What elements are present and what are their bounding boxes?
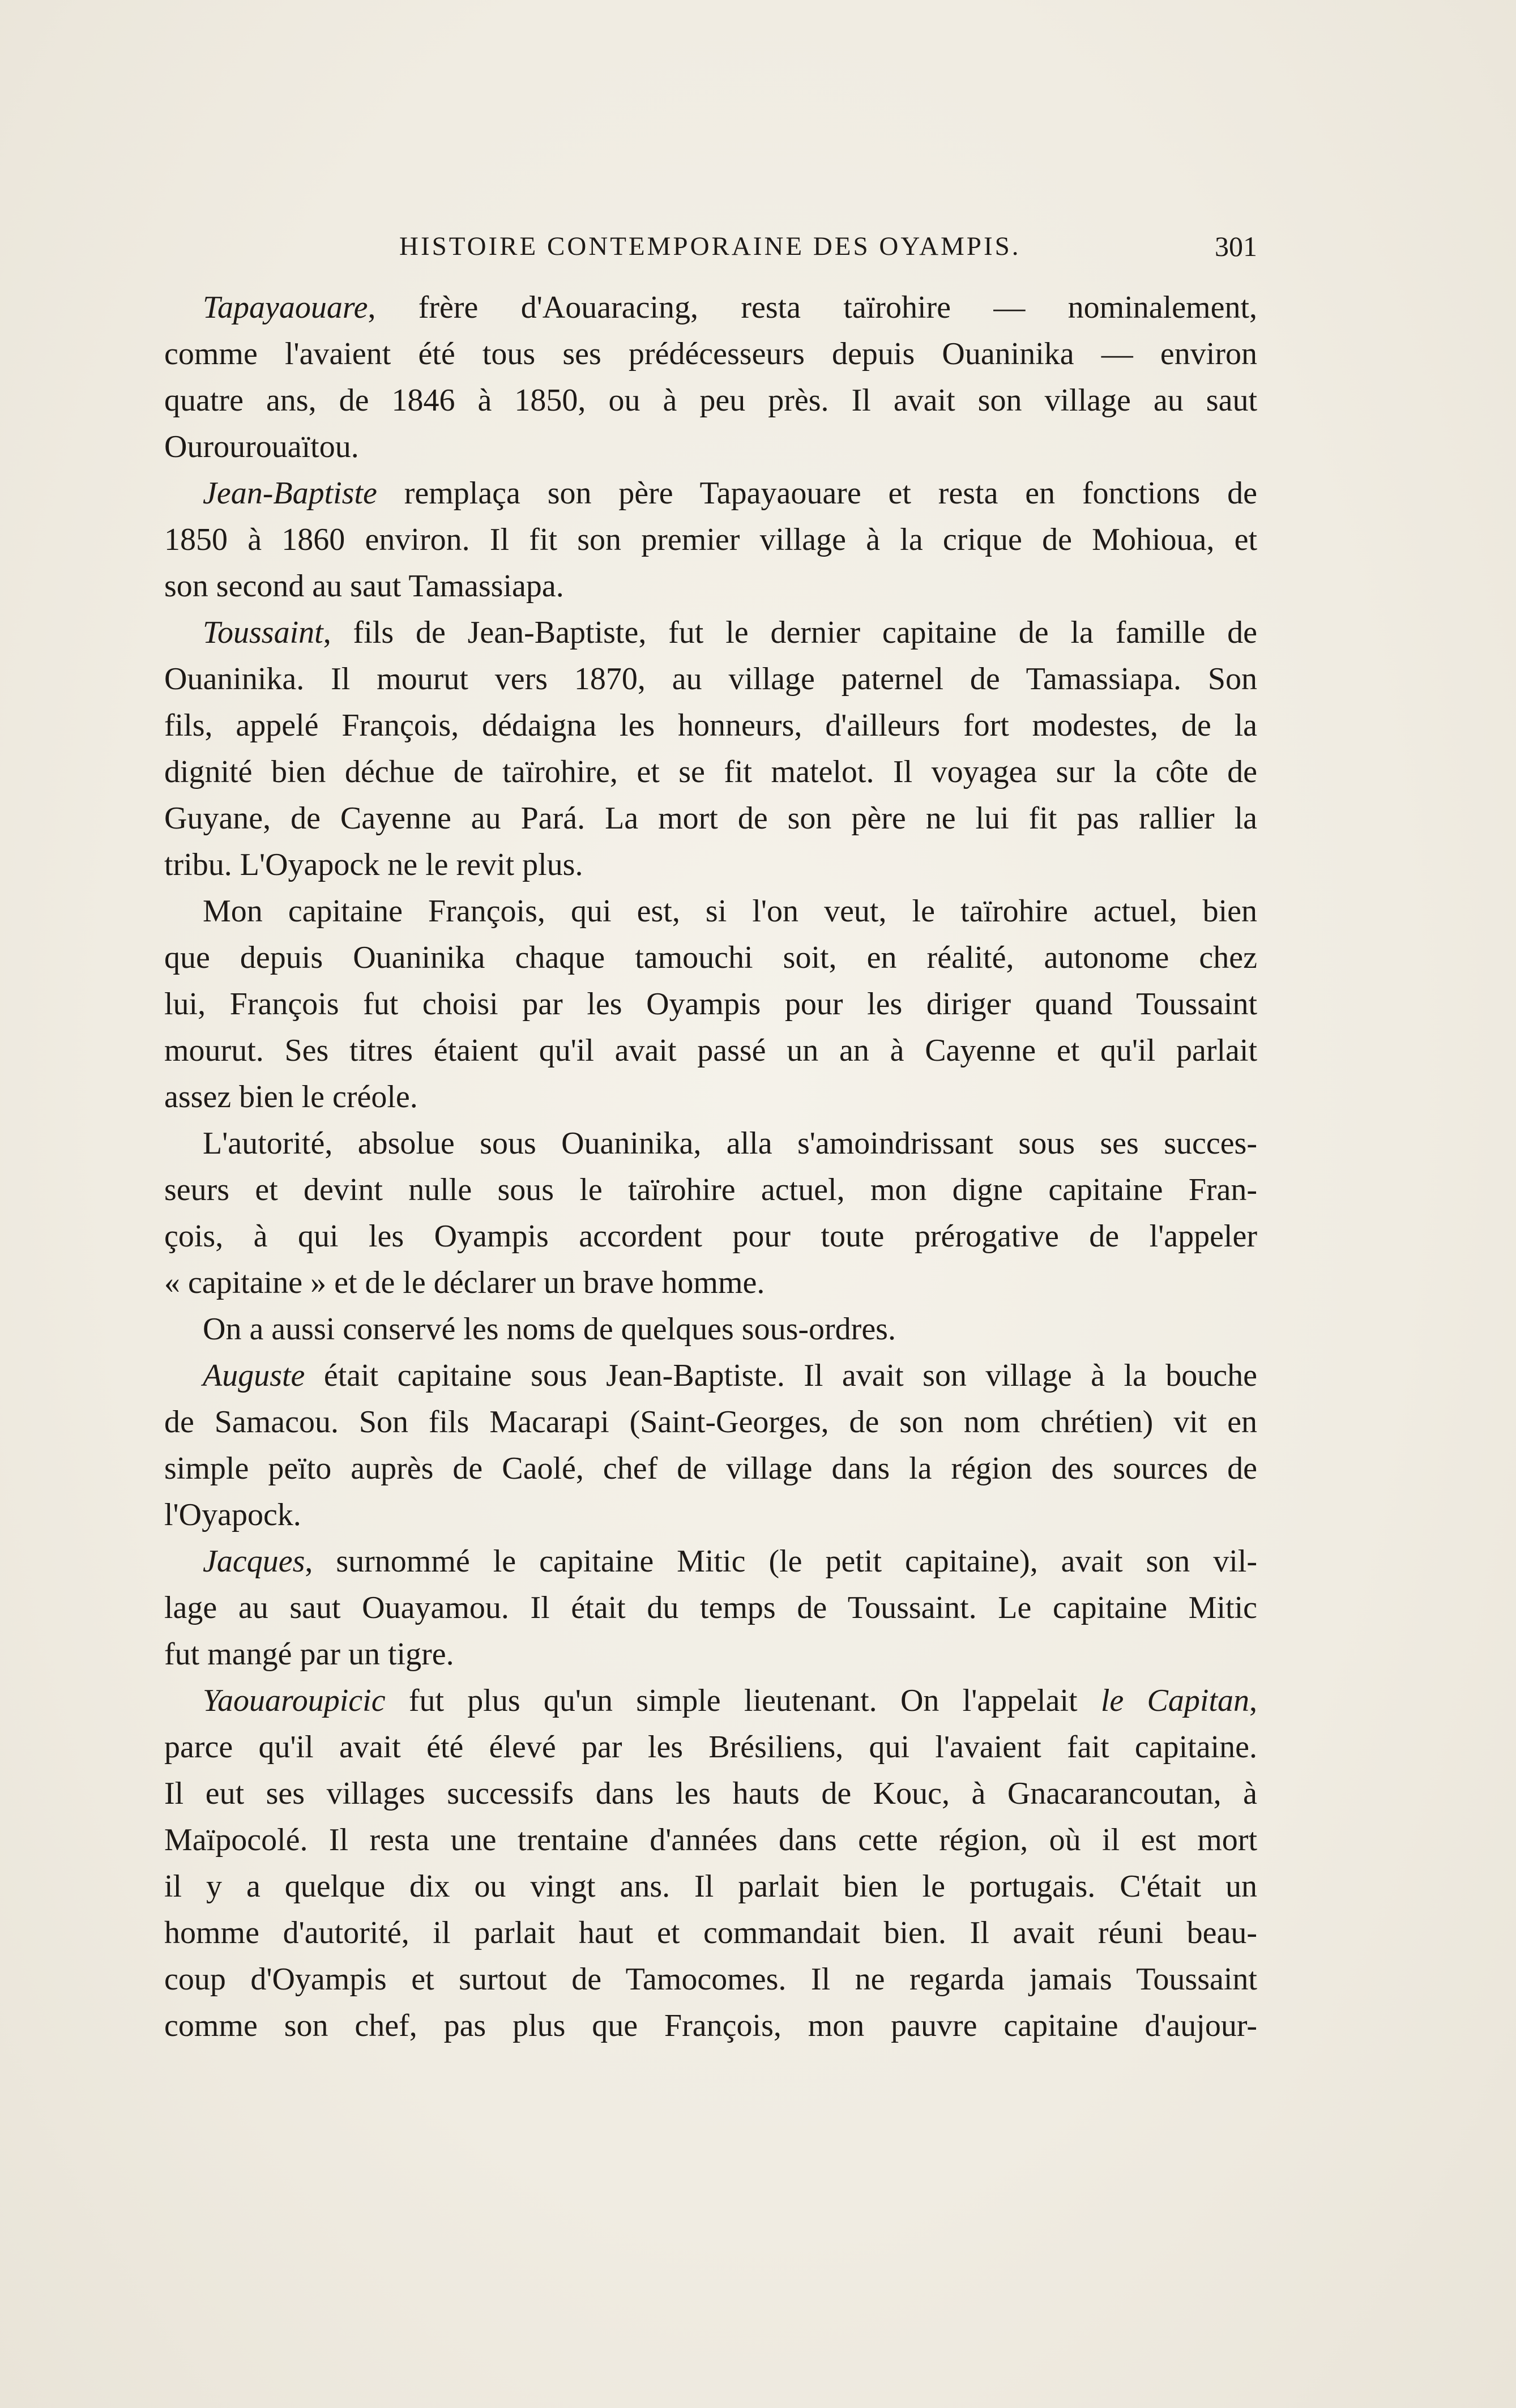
- text-line: comme l'avaient été tous ses prédécesseurs depuis Ouaninika — environ: [164, 336, 1257, 372]
- text-line: comme son chef, pas plus que François, mon pauvre capitaine d'aujour-: [164, 2008, 1257, 2043]
- page-number: 301: [1215, 230, 1257, 262]
- text-line: parce qu'il avait été élevé par les Brésiliens, qui l'avaient fait capitaine.: [164, 1730, 1257, 1765]
- text-line: homme d'autorité, il parlait haut et commandait bien. Il avait réuni beau-: [164, 1915, 1257, 1950]
- text-line: Jean-Baptiste remplaça son père Tapayaouare et resta en fonctions de: [203, 476, 1257, 511]
- text-line: Jacques, surnommé le capitaine Mitic (le petit capitaine), avait son vil-: [203, 1544, 1257, 1579]
- text-line: l'Oyapock.: [164, 1497, 301, 1532]
- text-line: Maïpocolé. Il resta une trentaine d'années dans cette région, où il est mort: [164, 1822, 1257, 1858]
- text-line: L'autorité, absolue sous Ouaninika, alla s'amoindrissant sous ses succes-: [203, 1126, 1257, 1161]
- name-italic: Auguste: [203, 1358, 305, 1393]
- text-line: quatre ans, de 1846 à 1850, ou à peu près. Il avait son village au saut: [164, 383, 1257, 418]
- text-line: de Samacou. Son fils Macarapi (Saint-Georges, de son nom chrétien) vit en: [164, 1404, 1257, 1440]
- text-line: Toussaint, fils de Jean-Baptiste, fut le dernier capitaine de la famille de: [203, 615, 1257, 650]
- name-italic: Jean-Baptiste: [203, 476, 377, 511]
- text-line: Tapayaouare, frère d'Aouaracing, resta taïrohire — nominalement,: [203, 290, 1257, 325]
- name-italic: Toussaint: [203, 615, 323, 650]
- text-line: dignité bien déchue de taïrohire, et se fit matelot. Il voyagea sur la côte de: [164, 754, 1257, 789]
- text-line: lage au saut Ouayamou. Il était du temps de Toussaint. Le capitaine Mitic: [164, 1590, 1257, 1625]
- text-line: Mon capitaine François, qui est, si l'on veut, le taïrohire actuel, bien: [203, 894, 1257, 929]
- name-italic: Yaouaroupicic: [203, 1683, 386, 1718]
- name-italic: Tapayaouare: [203, 290, 368, 325]
- text-line: tribu. L'Oyapock ne le revit plus.: [164, 847, 583, 882]
- text-line: mourut. Ses titres étaient qu'il avait passé un an à Cayenne et qu'il parlait: [164, 1033, 1257, 1068]
- text-line: Ourourouaïtou.: [164, 429, 359, 464]
- text-line: Guyane, de Cayenne au Pará. La mort de son père ne lui fit pas rallier la: [164, 801, 1257, 836]
- text-line: « capitaine » et de le déclarer un brave homme.: [164, 1265, 765, 1300]
- text-line: Auguste était capitaine sous Jean-Baptiste. Il avait son village à la bouche: [203, 1358, 1257, 1393]
- text-line: çois, à qui les Oyampis accordent pour toute prérogative de l'appeler: [164, 1219, 1257, 1254]
- text-line: Il eut ses villages successifs dans les hauts de Kouc, à Gnacarancoutan, à: [164, 1776, 1257, 1811]
- text-line: Ouaninika. Il mourut vers 1870, au village paternel de Tamassiapa. Son: [164, 661, 1257, 697]
- text-line: lui, François fut choisi par les Oyampis pour les diriger quand Toussaint: [164, 987, 1257, 1022]
- text-line: coup d'Oyampis et surtout de Tamocomes. Il ne regarda jamais Toussaint: [164, 1962, 1257, 1997]
- text-line: On a aussi conservé les noms de quelques sous-ordres.: [203, 1312, 896, 1347]
- page-header: [164, 227, 1257, 266]
- text-line: Yaouaroupicic fut plus qu'un simple lieutenant. On l'appelait le Capitan,: [203, 1683, 1257, 1718]
- text-line: son second au saut Tamassiapa.: [164, 569, 564, 604]
- text-line: il y a quelque dix ou vingt ans. Il parlait bien le portugais. C'était un: [164, 1869, 1257, 1904]
- text-line: fut mangé par un tigre.: [164, 1637, 454, 1672]
- text-line: simple peïto auprès de Caolé, chef de village dans la région des sources de: [164, 1451, 1257, 1486]
- text-line: 1850 à 1860 environ. Il fit son premier village à la crique de Mohioua, et: [164, 522, 1257, 557]
- name-italic: Jacques: [203, 1544, 305, 1579]
- text-line: assez bien le créole.: [164, 1079, 418, 1115]
- text-line: fils, appelé François, dédaigna les honneurs, d'ailleurs fort modestes, de la: [164, 708, 1257, 743]
- body-text: [164, 284, 1257, 2049]
- text-line: que depuis Ouaninika chaque tamouchi soit, en réalité, autonome chez: [164, 940, 1257, 975]
- text-line: seurs et devint nulle sous le taïrohire actuel, mon digne capitaine Fran-: [164, 1172, 1257, 1207]
- running-title: HISTOIRE CONTEMPORAINE DES OYAMPIS.: [399, 232, 1021, 261]
- name-italic: le Capitan: [1100, 1683, 1249, 1718]
